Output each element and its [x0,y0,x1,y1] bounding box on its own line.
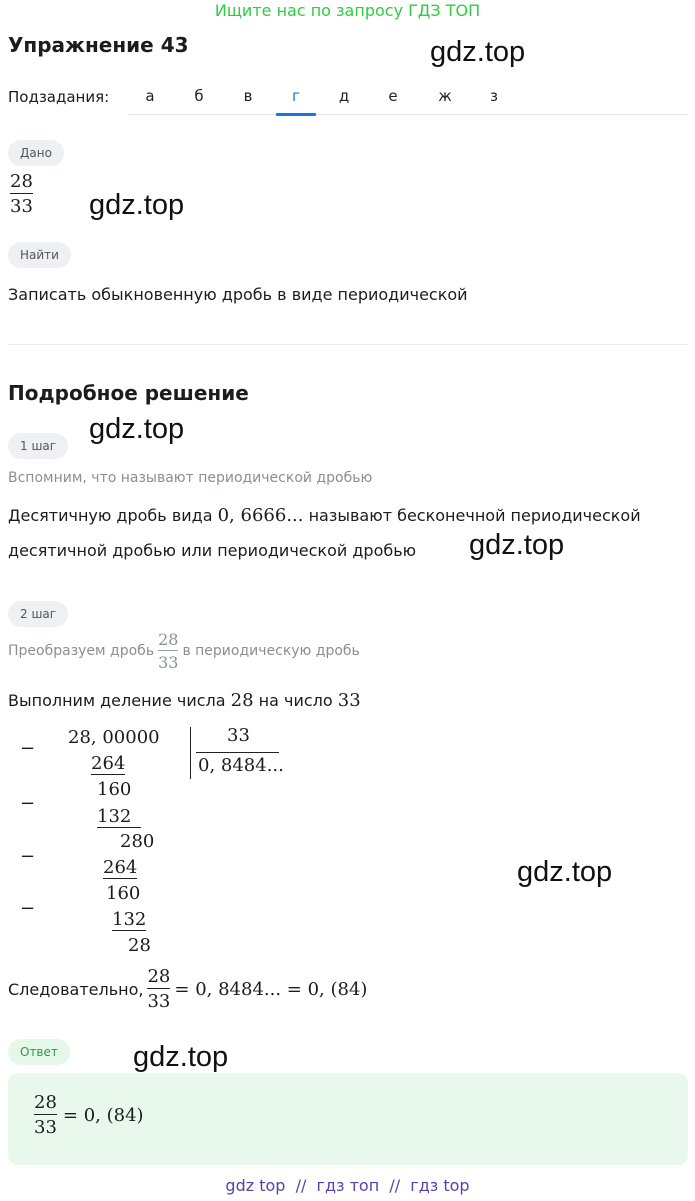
tab-e[interactable]: е [388,87,398,105]
answer-content [34,1092,144,1138]
division-bar [190,727,191,779]
conclusion-numerator: 28 [147,966,171,987]
watermark: gdz.top [133,1041,229,1073]
dividend-number: 28 [230,690,254,711]
answer-denominator: 33 [34,1117,57,1138]
answer-numerator: 28 [34,1092,57,1113]
solution-heading: Подробное решение [8,381,249,405]
quotient: 0, 8484... [198,755,284,776]
watermark: gdz.top [517,856,613,888]
tab-a[interactable]: а [145,87,155,105]
find-badge: Найти [8,242,71,268]
step1-line1-post: называют бесконечной периодической [308,506,641,525]
watermark: gdz.top [469,529,565,561]
division-row: 28 [128,935,151,956]
answer-badge: Ответ [8,1039,70,1065]
watermark: gdz.top [89,413,185,445]
step2-hint-denominator: 33 [158,653,179,672]
divisor-number: 33 [337,690,361,711]
conclusion [8,966,367,1012]
answer-math: = 0, (84) [62,1104,144,1126]
step1-line1-pre: Десятичную дробь вида [8,506,213,525]
conclusion-denominator: 33 [147,991,171,1012]
given-badge: Дано [8,140,64,166]
quotient-line [196,752,279,753]
minus-sign: − [20,738,36,759]
footer-links[interactable]: gdz top // гдз топ // гдз top [225,1176,470,1195]
tab-z[interactable]: з [490,87,498,105]
step2-badge: 2 шаг [8,601,68,627]
step2-hint-pre: Преобразуем дробь [8,643,155,659]
watermark: gdz.top [89,189,185,221]
tab-g[interactable]: г [292,87,300,105]
tab-d[interactable]: д [338,87,350,105]
fraction-bar [147,988,170,989]
conclusion-pre: Следовательно, [8,979,144,999]
page-title: Упражнение 43 [8,33,189,57]
step1-line2: десятичной дробью или периодической дробью [8,541,417,560]
long-division [0,0,300,980]
division-intro-pre: Выполним деление числа [8,691,226,710]
division-row: 160 [106,883,141,904]
step1-hint: Вспомним, что называют периодической дробью [8,470,373,486]
conclusion-fraction [147,966,170,1012]
division-row: 264 [91,753,126,774]
find-text: Записать обыкновенную дробь в виде периодической [8,285,468,304]
tab-b[interactable]: б [194,87,204,105]
divisor: 33 [227,725,250,746]
minus-sign: − [20,846,36,867]
division-row: 132 [97,806,141,828]
step2-hint-post: в периодическую дробь [182,643,360,659]
division-row: 264 [103,857,138,878]
answer-fraction [34,1092,57,1138]
division-row: 280 [120,831,155,852]
conclusion-math: = 0, 8484... = 0, (84) [174,978,368,1000]
dividend: 28, 00000 [68,727,160,748]
minus-sign: − [20,793,36,814]
step2-hint-numerator: 28 [158,630,179,649]
step1-line1-math: 0, 6666... [217,505,304,526]
promo-banner[interactable]: Ищите нас по запросу ГДЗ ТОП [214,1,481,20]
division-row: 132 [112,909,147,930]
given-denominator: 33 [10,196,33,217]
tab-v[interactable]: в [243,87,253,105]
division-intro-mid: на число [258,691,333,710]
step1-badge: 1 шаг [8,433,68,459]
division-row: 160 [97,779,132,800]
watermark: gdz.top [430,36,526,68]
fraction-bar [34,1114,57,1115]
minus-sign: − [20,898,36,919]
given-numerator: 28 [10,171,33,192]
tab-zh[interactable]: ж [438,87,452,105]
subtasks-label: Подзадания: [8,88,110,106]
